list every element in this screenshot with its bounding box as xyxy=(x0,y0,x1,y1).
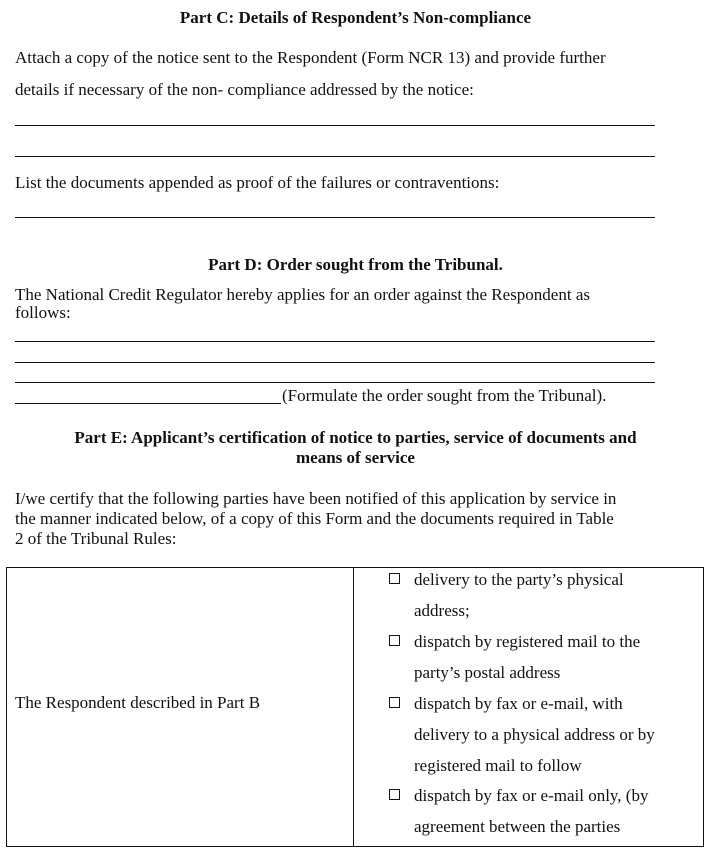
service-option-4-line-1: dispatch by fax or e-mail only, (by xyxy=(414,786,649,805)
part-c-instruction-line-1: Attach a copy of the notice sent to the Respondent (Form NCR 13) and provide further xyxy=(15,48,606,67)
non-compliance-details-line-1[interactable] xyxy=(15,125,655,126)
part-d-instruction-line-1: The National Credit Regulator hereby applies for an order against the Respondent as xyxy=(15,285,590,304)
order-sought-line-2[interactable] xyxy=(15,362,655,363)
service-option-2-line-2: party’s postal address xyxy=(414,663,561,682)
service-option-3-line-1: dispatch by fax or e-mail, with xyxy=(414,694,623,713)
part-d-heading: Part D: Order sought from the Tribunal. xyxy=(208,255,503,274)
formulate-order-note: (Formulate the order sought from the Tribunal). xyxy=(282,386,607,405)
service-checkbox-1[interactable] xyxy=(389,573,400,584)
part-e-heading-line-2: means of service xyxy=(296,448,415,467)
documents-list-line[interactable] xyxy=(15,217,655,218)
service-checkbox-2[interactable] xyxy=(389,635,400,646)
certification-line-2: the manner indicated below, of a copy of this Form and the documents required in Table xyxy=(15,509,614,528)
part-c-heading: Part C: Details of Respondent’s Non-compliance xyxy=(179,8,532,27)
part-d-instruction-line-2: follows: xyxy=(15,303,71,322)
service-option-1-line-1: delivery to the party’s physical xyxy=(414,570,624,589)
part-e-heading-line-1: Part E: Applicant’s certification of notice to parties, service of documents and xyxy=(74,428,637,447)
documents-prompt: List the documents appended as proof of the failures or contraventions: xyxy=(15,173,500,192)
service-option-3-line-2: delivery to a physical address or by xyxy=(414,725,655,744)
non-compliance-details-line-2[interactable] xyxy=(15,156,655,157)
service-option-3-line-3: registered mail to follow xyxy=(414,756,582,775)
party-respondent: The Respondent described in Part B xyxy=(15,693,261,712)
service-table-divider xyxy=(353,567,354,847)
order-sought-line-1[interactable] xyxy=(15,341,655,342)
order-sought-line-4[interactable] xyxy=(15,403,281,404)
part-c-instruction-line-2: details if necessary of the non- compliance addressed by the notice: xyxy=(15,80,474,99)
certification-line-3: 2 of the Tribunal Rules: xyxy=(15,529,177,548)
service-checkbox-3[interactable] xyxy=(389,697,400,708)
service-option-4-line-2: agreement between the parties xyxy=(414,817,621,836)
service-option-1-line-2: address; xyxy=(414,601,470,620)
service-checkbox-4[interactable] xyxy=(389,789,400,800)
order-sought-line-3[interactable] xyxy=(15,382,655,383)
service-option-2-line-1: dispatch by registered mail to the xyxy=(414,632,641,651)
certification-line-1: I/we certify that the following parties have been notified of this application by service in xyxy=(15,489,617,508)
